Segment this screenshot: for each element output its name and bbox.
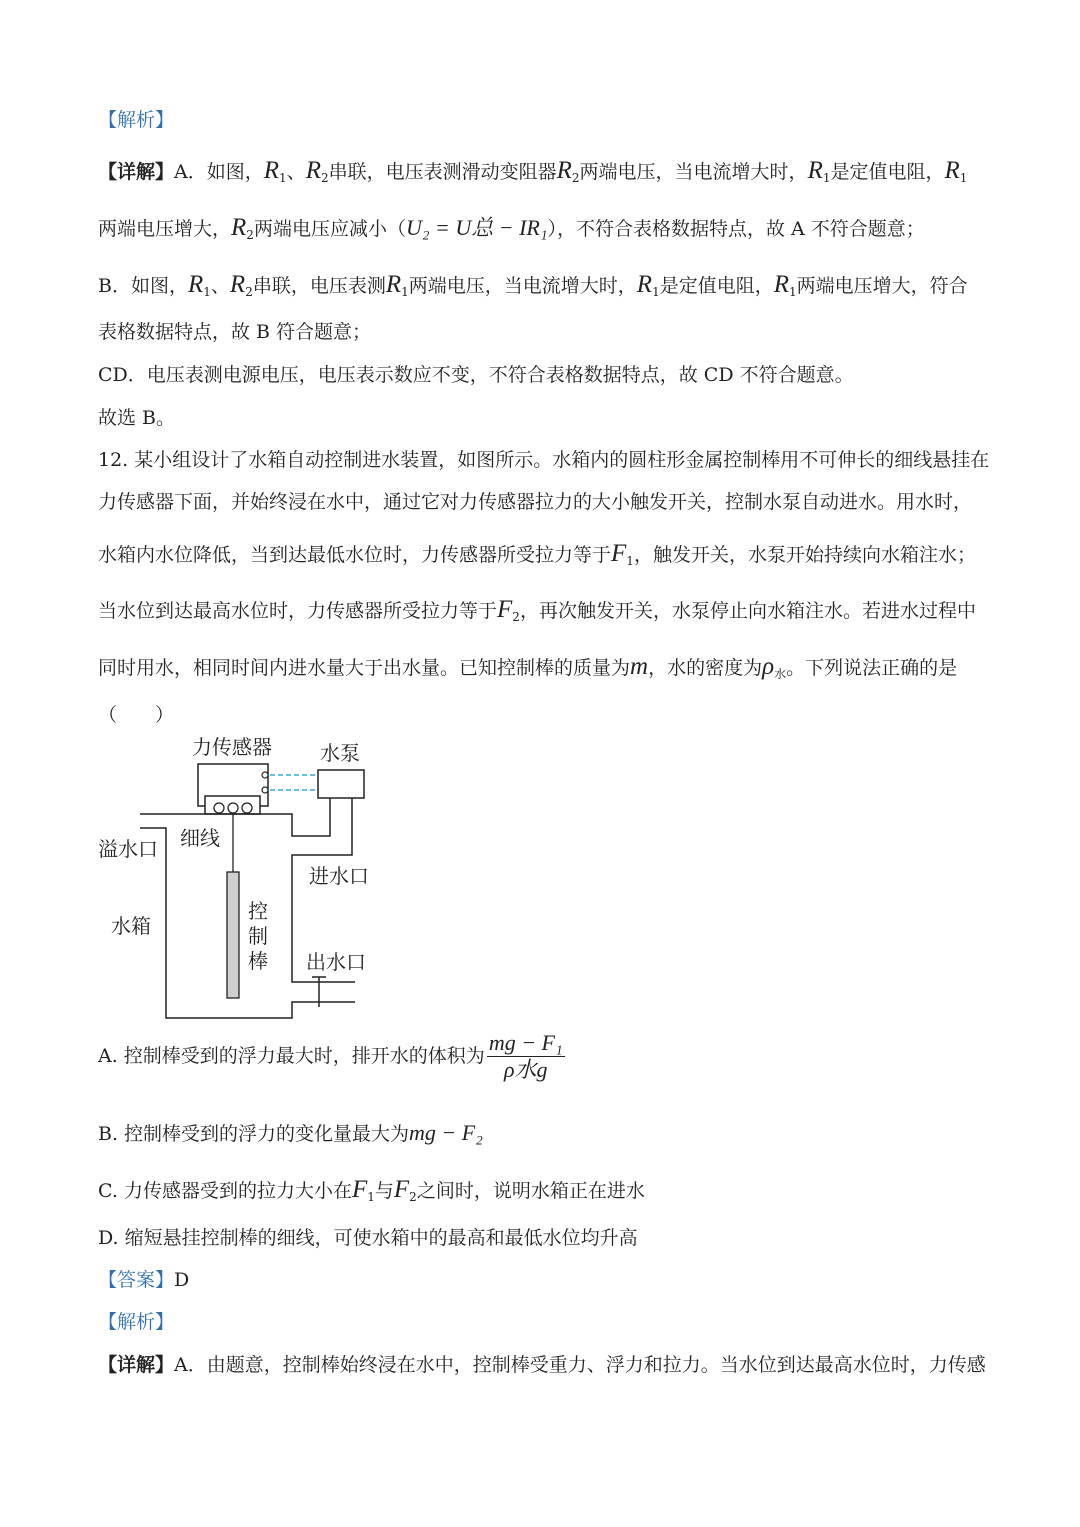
q12-line-4: 当水位到达最高水位时，力传感器所受拉力等于$F_2$，再次触发开关，水泵停止向水箱注水。若进水过程中 — [98, 596, 976, 624]
q12-line-1: 12. 某小组设计了水箱自动控制进水装置，如图所示。水箱内的圆柱形金属控制棒用不可伸长的细线悬挂在 — [98, 449, 990, 471]
q12-paren: （ ） — [98, 704, 175, 726]
analysis-tag-2: 【解析】 — [98, 1311, 175, 1333]
label-tank: 水箱 — [111, 914, 151, 938]
label-inlet: 进水口 — [309, 864, 369, 888]
q12-line-2: 力传感器下面，并始终浸在水中，通过它对力传感器拉力的大小触发开关，控制水泵自动进水。用水时， — [98, 491, 973, 513]
water-tank-diagram — [90, 730, 380, 1025]
label-outlet: 出水口 — [306, 950, 366, 974]
label-pump: 水泵 — [320, 741, 360, 765]
option-d: D. 缩短悬挂控制棒的细线，可使水箱中的最高和最低水位均升高 — [98, 1227, 638, 1249]
control-rod — [227, 872, 239, 998]
option-c: C. 力传感器受到的拉力大小在$F_1$与$F_2$之间时，说明水箱正在进水 — [98, 1176, 645, 1204]
detail-a-line-2: 两端电压增大，$R_2$两端电压应减小（U₂ = U总 − IR₁），不符合表格数据特点，故 A 不符合题意； — [98, 214, 925, 242]
label-rod-1: 控 — [248, 899, 268, 923]
label-thread: 细线 — [180, 826, 220, 850]
detail-b-line-1: B．如图，$R_1$、$R_2$串联，电压表测$R_1$两端电压，当电流增大时，$R_1$是定值电阻，$R_1$两端电压增大，符合 — [98, 271, 968, 299]
formula-u2: U₂ = U总 − IR₁ — [405, 215, 548, 240]
option-b: B. 控制棒受到的浮力的变化量最大为mg − F₂ — [98, 1120, 483, 1145]
label-rod-2: 制 — [248, 924, 268, 948]
option-a: A. 控制棒受到的浮力最大时，排开水的体积为 $\frac{\text{mg − F₁}}{\text{ρ水g}}$ — [98, 1030, 563, 1082]
answer-line: 【答案】D — [98, 1269, 190, 1291]
q12-line-5: 同时用水，相同时间内进水量大于出水量。已知控制棒的质量为m，水的密度为$\rho_水$。下列说法正确的是 — [98, 653, 958, 681]
switch-terminal-1 — [262, 772, 268, 778]
detail-a-line-1: 【详解】A．如图，$R_1$、$R_2$串联，电压表测滑动变阻器$R_2$两端电压，当电流增大时，$R_1$是定值电阻，$R_1$ — [98, 157, 968, 185]
tank-wall — [140, 828, 355, 1018]
detail-cd: CD．电压表测电源电压，电压表示数应不变，不符合表格数据特点，故 CD 不符合题意。 — [98, 364, 854, 386]
analysis-tag-1: 【解析】 — [98, 109, 175, 131]
switch-terminal-2 — [262, 787, 268, 793]
q12-line-3: 水箱内水位降低，当到达最低水位时，力传感器所受拉力等于$F_1$，触发开关，水泵开始持续向水箱注水； — [98, 540, 976, 568]
detail-b-line-2: 表格数据特点，故 B 符合题意； — [98, 321, 372, 343]
pump-box — [318, 770, 364, 798]
choice-b: 故选 B。 — [98, 407, 176, 429]
label-overflow: 溢水口 — [98, 837, 158, 861]
fraction-volume: $\frac{\text{mg − F₁}}{\text{ρ水g}}$ — [488, 1030, 563, 1082]
next-detail: 【详解】A．由题意，控制棒始终浸在水中，控制棒受重力、浮力和拉力。当水位到达最高水位时，力传感 — [98, 1354, 986, 1376]
label-sensor: 力传感器 — [192, 735, 272, 759]
label-rod-3: 棒 — [248, 949, 268, 973]
